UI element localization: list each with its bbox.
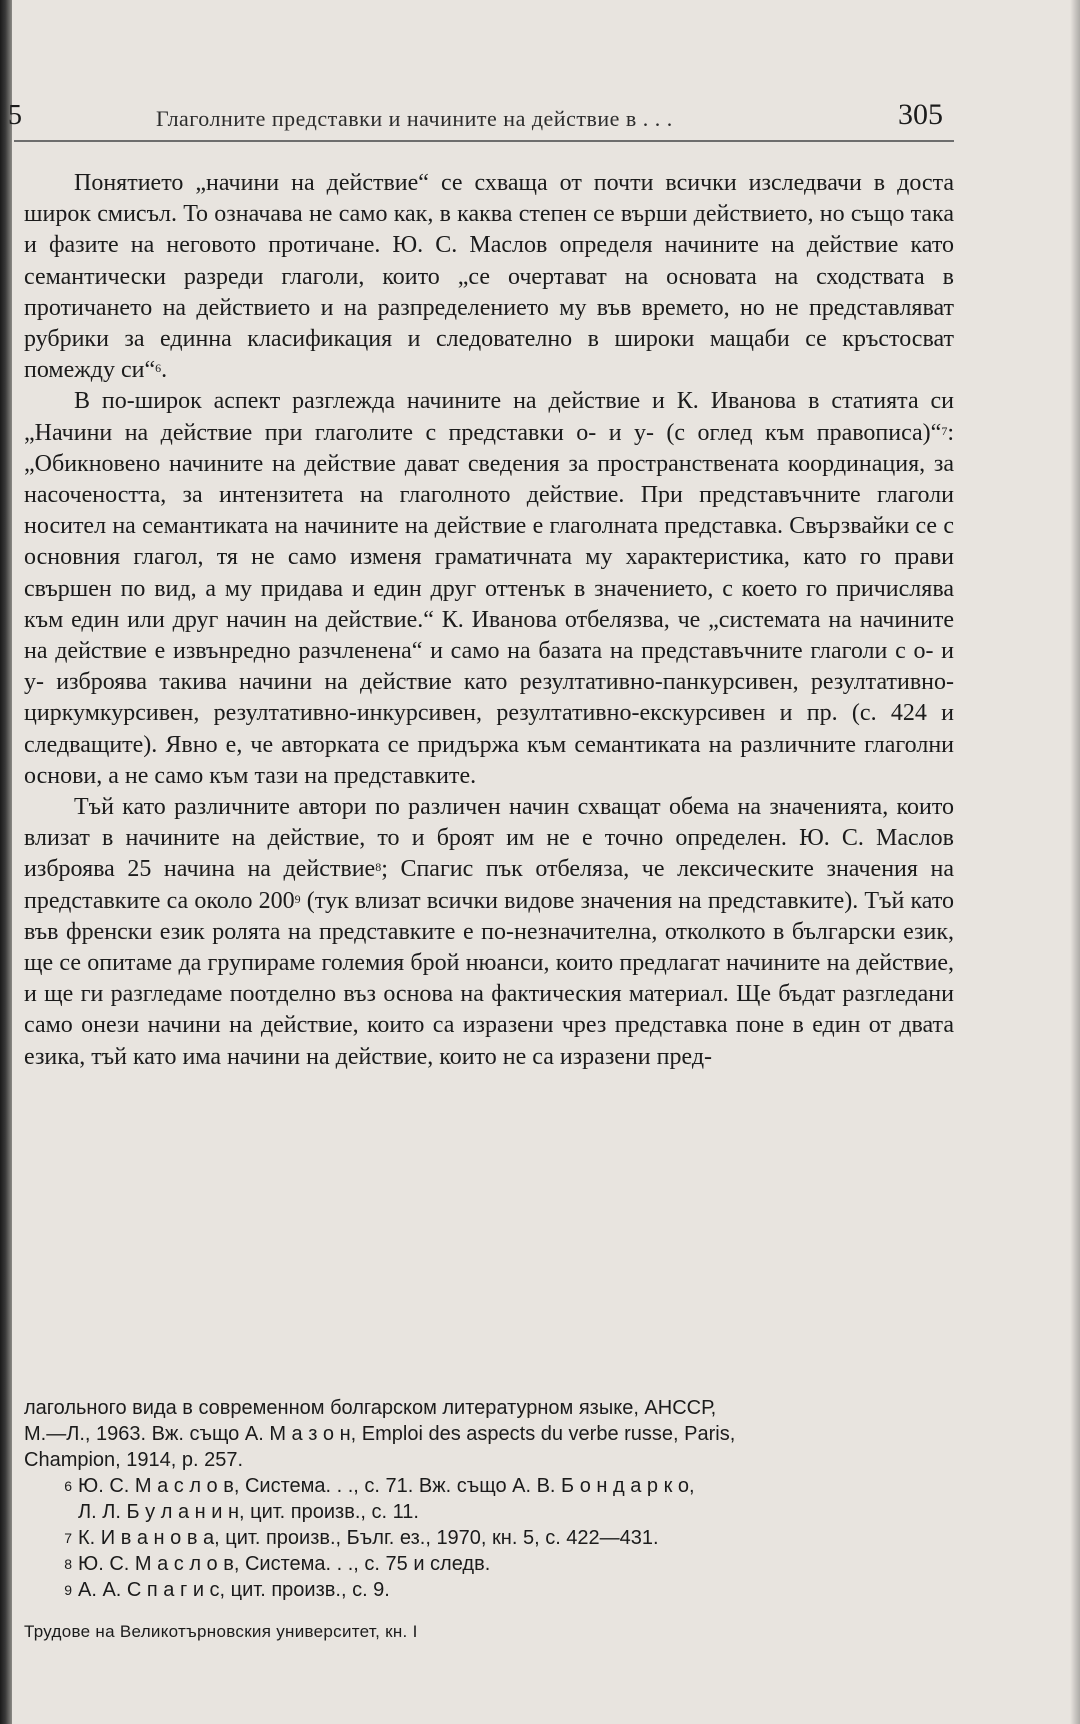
page-footer: Трудове на Великотърновския университет, кн. I [24,1622,418,1641]
paragraph-2: В по-широк аспект разглежда начините на действие и К. Иванова в статията си „Начини на действие при глаголите с представки о- и у- (с оглед към правописа)“$^7$: „Обикновено начините на действие дават сведения за пространствената координация, за насочеността, за интензитета на глаголното действие. При представъчните глаголи носител на семантиката на начините на действие е глаголната представка. Свързвайки се с основния глагол, тя не само изменя граматичната му характеристика, като го прави свършен по вид, а му придава и един друг оттенък в значението, с което го причислява към един или друг начин на действие.“ К. Иванова отбелязва, че „системата на начините на действие е извънредно разчленена“ и само на базата на представъчните глаголи с о- и у- изброява такива начини на действие като резултативно-панкурсивен, резултативно-циркумкурсивен, резултативно-инкурсивен, резултативно-екскурсивен и пр. (с. 424 и следващите). Явно е, че авторката се придържа към семантиката на различните глаголни основи, а не само към тази на представките. [24,388,954,789]
running-header [8,96,954,140]
footnotes [24,1395,954,1603]
footnote-6: 6 Ю. С. М а с л о в, Система. . ., с. 71. Вж. също А. В. Б о н д а р к о, [64,1475,695,1497]
footnote-ref-8: 8 [375,860,382,875]
footnote-continuation: лагольного вида в современном болгарском литературном языке, АНССР, [24,1397,717,1419]
header-rule [14,140,954,142]
footnote-8: 8 Ю. С. М а с л о в, Система. . ., с. 75 и следв. [64,1553,491,1575]
footnote-ref-7: 7 [941,423,948,438]
footnote-ref-6: 6 [155,361,162,376]
footnote-9: 9 А. А. С п а г и с, цит. произв., с. 9. [64,1579,390,1601]
footnote-ref-9: 9 [294,891,301,906]
page-edge-shadow [1070,0,1080,1724]
footnote-6-cont: Л. Л. Б у л а н и н, цит. произв., с. 11. [78,1501,419,1523]
paragraph-3: Тъй като различните автори по различен начин схващат обема на значенията, които влизат в начините на действие, то и броят им не е точно определен. Ю. С. Маслов изброява 25 начина на действие$^8$; Спагис пък отбеляза, че лексическите значения на представките са около $200^9$ (тук влизат всички видове значения на представките). Тъй като във френски език ролята на представките е по-незначителна, отколкото в български език, ще се опитаме да групираме големия брой нюанси, които предлагат начините на действие, и ще ги разгледаме поотделно въз основа на фактическия материал. Ще бъдат разгледани само онези начини на действие, които са изразени чрез представка поне в един от двата езика, тъй като има начини на действие, които не са изразени пред- [24,794,955,1070]
book-page [8,0,1064,1724]
paragraph-1: Понятието „начини на действие“ се схваща от почти всички изследвачи в доста широк смисъл. То означава не само как, в каква степен се върши действието, но също така и фазите на неговото протичане. Ю. С. Маслов определя начините на действие като семантически разреди глаголи, които „се очертават на основата на сходствата в протичането на действието и на разпределението му във времето, но не представляват рубрики за единна класификация и следователно в широки мащаби се кръстосват помежду си“$^6$. [24,170,954,384]
footnote-7: 7 К. И в а н о в а, цит. произв., Бълг. ез., 1970, кн. 5, с. 422—431. [64,1527,659,1549]
footnote-continuation: М.—Л., 1963. Вж. също А. М а з о н, Emploi des aspects du verbe russe, Paris, [24,1423,736,1445]
main-text [24,168,954,1073]
header-left-mark: 5 [8,100,22,131]
page-number: 305 [898,98,943,131]
running-title: Глаголните представки и начините на действие в . . . [156,106,673,131]
book-spine-shadow [0,0,12,1724]
footnote-continuation: Champion, 1914, p. 257. [24,1449,244,1471]
